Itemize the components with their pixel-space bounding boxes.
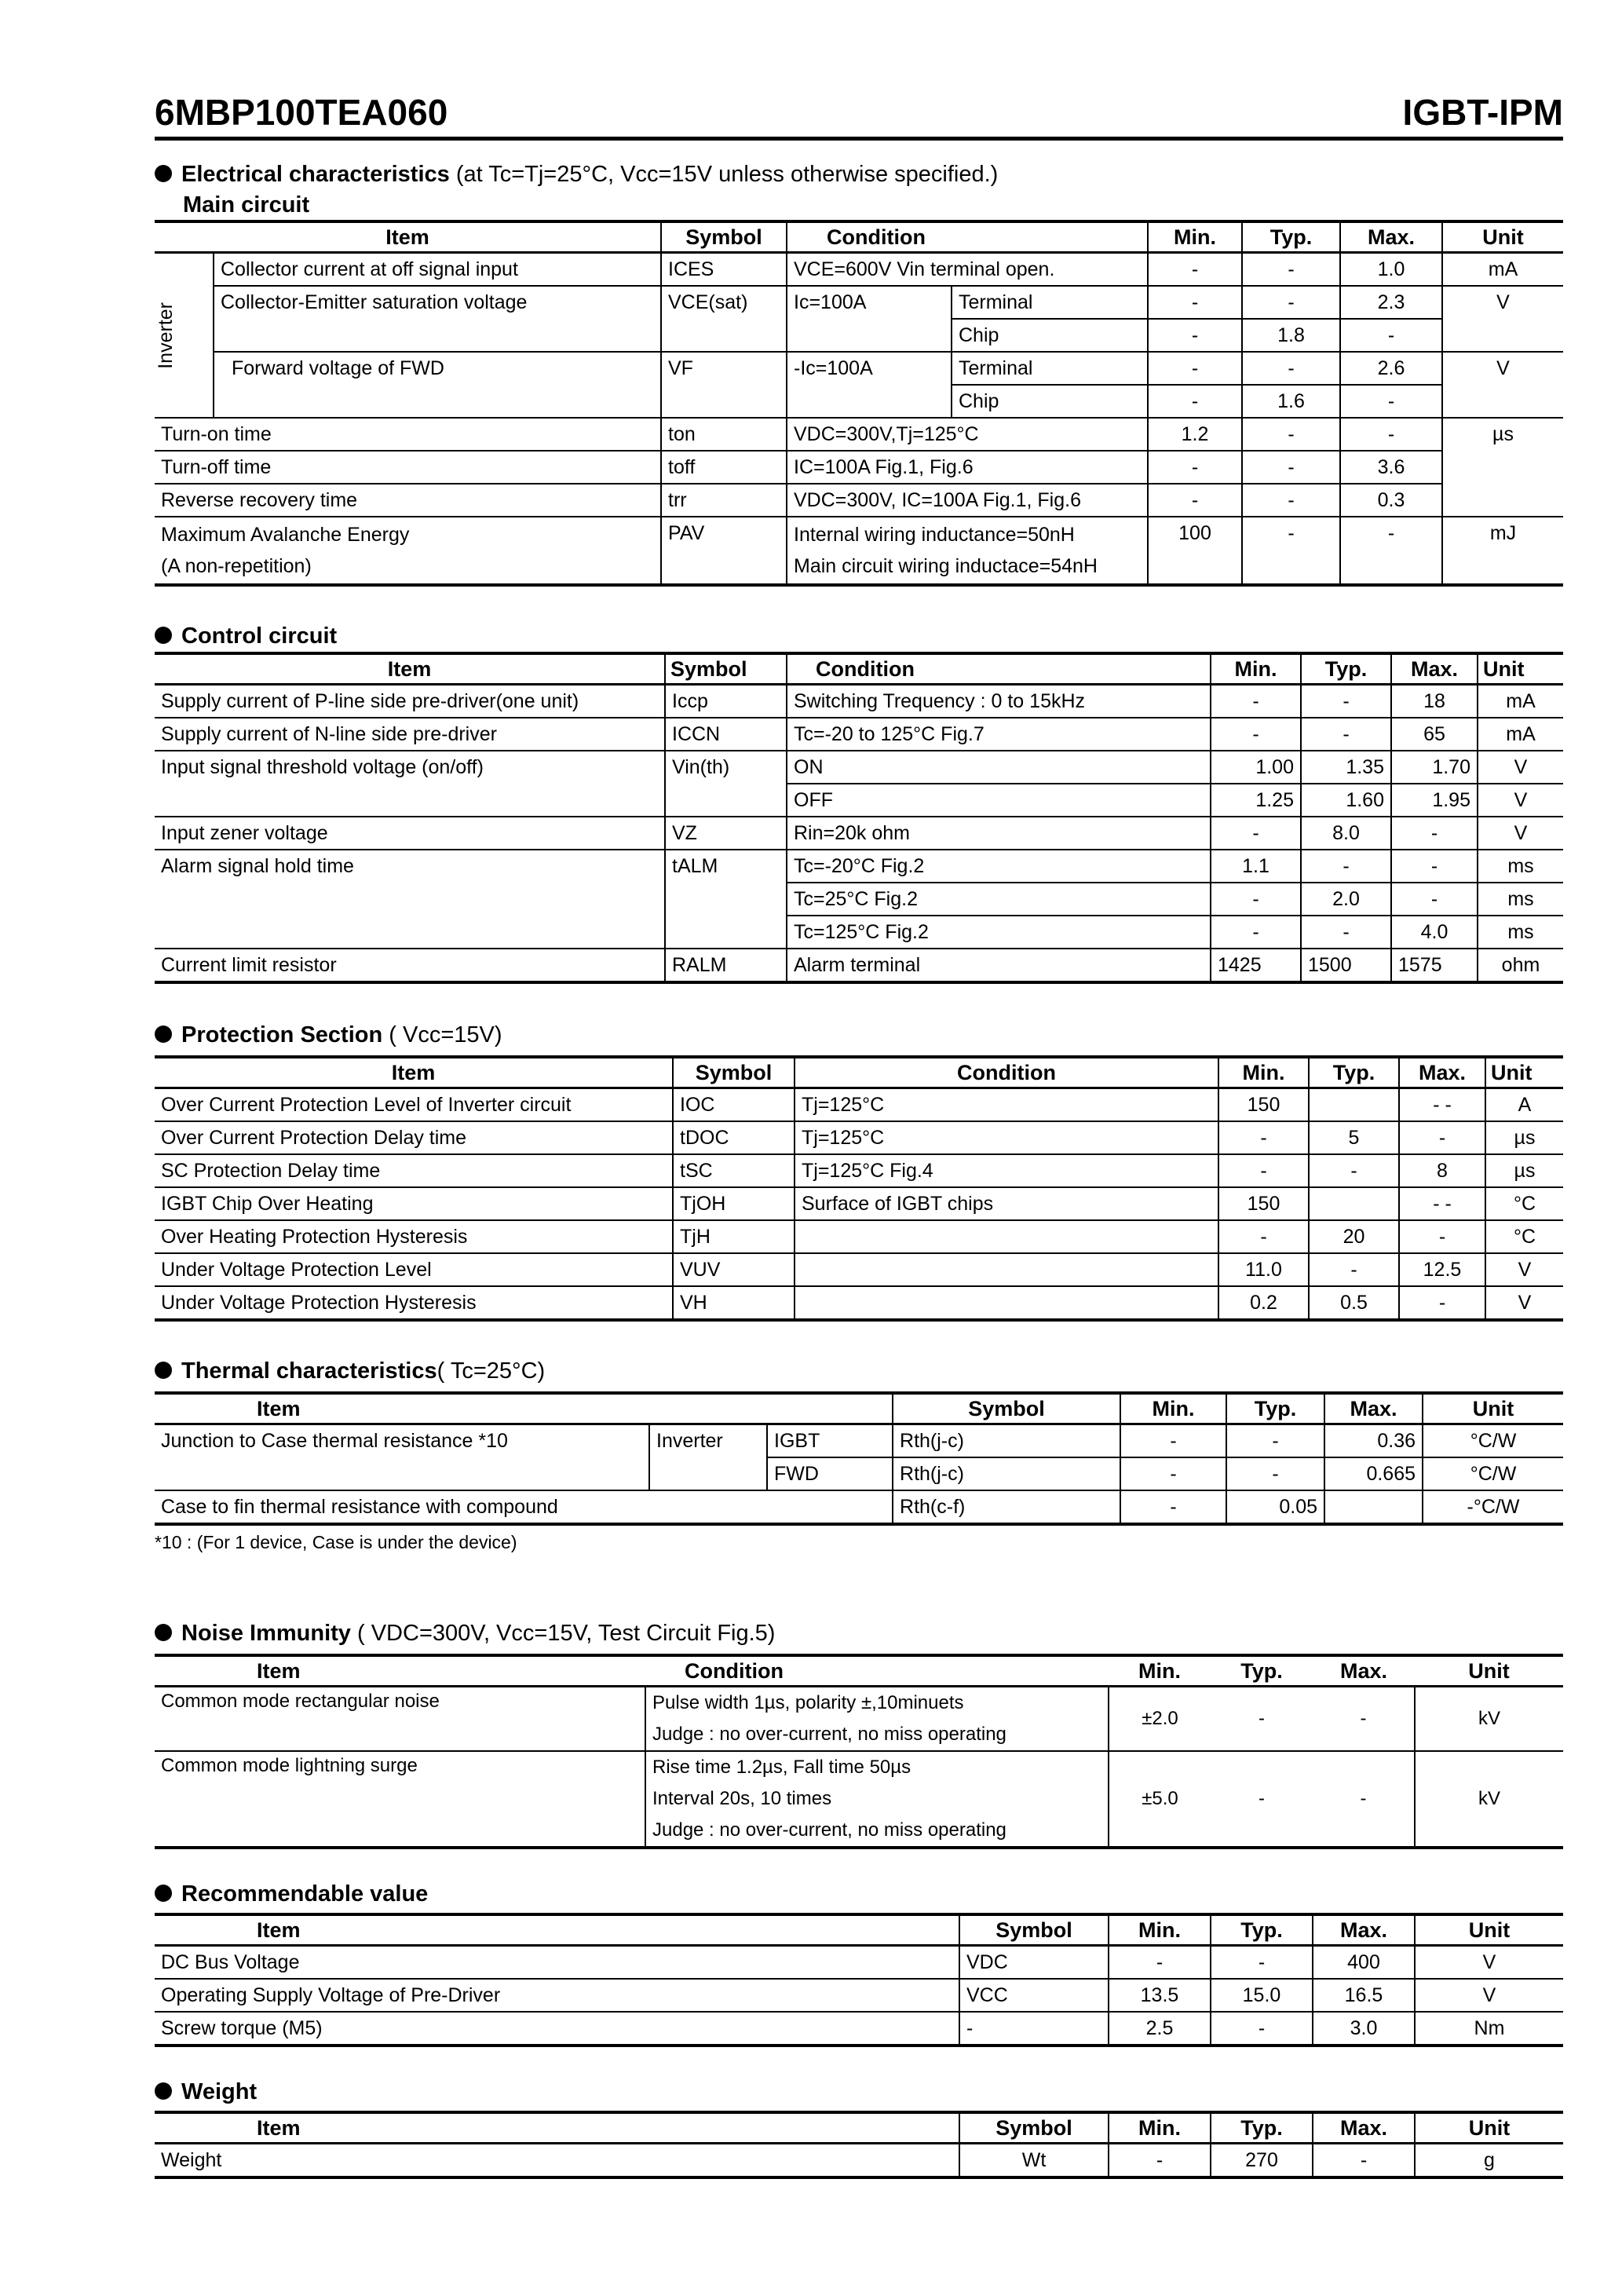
table-header: Item Symbol Condition Min. Typ. Max. Unit [155,1057,1563,1088]
control-table [155,652,1563,984]
bullet-icon [155,627,172,644]
table-row: Collector-Emitter saturation voltage VCE(sat) Ic=100A Terminal - - 2.3 V [155,286,1563,319]
table-row: Forward voltage of FWD VF -Ic=100A Terminal - - 2.6 V [155,352,1563,385]
cell-symbol: VDC [959,1946,1109,1980]
cell-item: SC Protection Delay time [155,1154,673,1187]
table-row: Chip - 1.6 - [155,385,1563,418]
table-row: Input zener voltage VZ Rin=20k ohm - 8.0 - V [155,817,1563,850]
cell-item: Over Current Protection Level of Inverter circuit [155,1088,673,1122]
cell-min: 13.5 [1109,1979,1211,2012]
table-row [155,1154,1563,1187]
table-row [155,2012,1563,2046]
cell-unit: °C [1485,1220,1563,1253]
table-row: Inverter Collector current at off signal input ICES VCE=600V Vin terminal open. - - 1.0 mA [155,253,1563,287]
bullet-icon [155,1624,172,1641]
cell-item: Over Current Protection Delay time [155,1121,673,1154]
section-title: Recommendable value [155,1878,1563,1910]
noise-table [155,1654,1563,1849]
table-header: Item Symbol Min. Typ. Max. Unit [155,1914,1563,1946]
cell-condition [795,1253,1218,1286]
cell-min: - [1109,1946,1211,1980]
cell-min: - [1218,1220,1309,1253]
cell-item: Over Heating Protection Hysteresis [155,1220,673,1253]
table-row: Maximum Avalanche Energy (A non-repetition) PAV Internal wiring inductance=50nH Main circuit wiring inductace=54nH 100 - - mJ [155,517,1563,585]
cell-unit: V [1415,1979,1563,2012]
cell-item: IGBT Chip Over Heating [155,1187,673,1220]
table-header: Item Symbol Min. Typ. Max. Unit [155,1393,1563,1424]
cell-symbol: VUV [673,1253,795,1286]
table-row: Chip - 1.8 - [155,319,1563,352]
cell-symbol: - [959,2012,1109,2046]
cell-unit: µs [1485,1121,1563,1154]
protection-table [155,1055,1563,1322]
cell-symbol: tDOC [673,1121,795,1154]
cell-max: 400 [1313,1946,1415,1980]
section-title: Electrical characteristics (at Tc=Tj=25°C, Vcc=15V unless otherwise specified.) [155,159,1563,190]
protection-section [155,1019,1563,1322]
table-row: Common mode lightning surge Rise time 1.2µs, Fall time 50µs Interval 20s, 10 times Judge : no over-current, no miss operating ±5.0 - - kV [155,1751,1563,1848]
table-row: OFF 1.25 1.60 1.95 V [155,784,1563,817]
table-row: Common mode rectangular noise Pulse width 1µs, polarity ±,10minuets Judge : no over-current, no miss operating ±2.0 - - kV [155,1687,1563,1752]
model-number: 6MBP100TEA060 [155,92,448,133]
cell-typ: 5 [1309,1121,1399,1154]
section-title: Thermal characteristics( Tc=25°C) [155,1355,1563,1387]
cell-condition: Tj=125°C Fig.4 [795,1154,1218,1187]
cell-min: - [1218,1121,1309,1154]
table-header: Item Symbol Condition Min. Typ. Max. Unit [155,653,1563,685]
cell-max: - [1399,1121,1485,1154]
inverter-label: Inverter [155,302,177,369]
table-row: Junction to Case thermal resistance *10 Inverter IGBT Rth(j-c) - - 0.36 °C/W [155,1424,1563,1458]
cell-symbol: TjH [673,1220,795,1253]
cell-typ: - [1309,1253,1399,1286]
cell-typ: 0.5 [1309,1286,1399,1320]
noise-section [155,1618,1563,1849]
thermal-table [155,1391,1563,1526]
table-header: Item Symbol Condition Min. Typ. Max. Unit [155,221,1563,253]
thermal-section [155,1355,1563,1553]
table-row: Supply current of N-line side pre-driver ICCN Tc=-20 to 125°C Fig.7 - - 65 mA [155,718,1563,751]
cell-typ: - [1211,1946,1313,1980]
cell-item: DC Bus Voltage [155,1946,959,1980]
section-title: Control circuit [155,620,1563,652]
thermal-footnote: *10 : (For 1 device, Case is under the device) [155,1532,517,1552]
cell-max: - [1399,1220,1485,1253]
table-row: Case to fin thermal resistance with compound Rth(c-f) - 0.05 -°C/W [155,1490,1563,1524]
weight-table [155,2111,1563,2179]
weight-section [155,2076,1563,2179]
cell-condition: Tj=125°C [795,1088,1218,1122]
main-circuit-label: Main circuit [183,192,310,218]
cell-min: 2.5 [1109,2012,1211,2046]
cell-max: - - [1399,1088,1485,1122]
electrical-section [155,159,1563,587]
cell-condition: Surface of IGBT chips [795,1187,1218,1220]
cell-item: Under Voltage Protection Hysteresis [155,1286,673,1320]
table-row: Turn-off time toff IC=100A Fig.1, Fig.6 - - 3.6 [155,451,1563,484]
section-title: Protection Section ( Vcc=15V) [155,1019,1563,1051]
recommend-rows [155,1946,1563,2046]
table-row: Alarm signal hold time tALM Tc=-20°C Fig.2 1.1 - - ms [155,850,1563,883]
table-row: FWD Rth(j-c) - - 0.665 °C/W [155,1457,1563,1490]
cell-symbol: IOC [673,1088,795,1122]
table-row [155,1946,1563,1980]
cell-item: Under Voltage Protection Level [155,1253,673,1286]
protection-rows [155,1088,1563,1321]
cell-typ: - [1211,2012,1313,2046]
cell-unit: A [1485,1088,1563,1122]
table-row: Tc=25°C Fig.2 - 2.0 - ms [155,883,1563,916]
table-row [155,1088,1563,1122]
bullet-icon [155,1885,172,1902]
cell-unit: Nm [1415,2012,1563,2046]
table-row: Current limit resistor RALM Alarm terminal 1425 1500 1575 ohm [155,949,1563,982]
cell-symbol: TjOH [673,1187,795,1220]
cell-unit: V [1485,1286,1563,1320]
cell-typ: 15.0 [1211,1979,1313,2012]
cell-min: 0.2 [1218,1286,1309,1320]
cell-unit: µs [1485,1154,1563,1187]
cell-min: - [1218,1154,1309,1187]
recommend-table [155,1913,1563,2047]
table-row [155,1253,1563,1286]
table-row [155,1187,1563,1220]
cell-max: - - [1399,1187,1485,1220]
cell-typ: - [1309,1154,1399,1187]
section-title: Noise Immunity ( VDC=300V, Vcc=15V, Test Circuit Fig.5) [155,1618,1563,1649]
device-type: IGBT-IPM [1402,92,1563,133]
control-section [155,620,1563,984]
cell-condition [795,1286,1218,1320]
cell-typ [1309,1187,1399,1220]
table-row: Weight Wt - 270 - g [155,2144,1563,2178]
table-row: Input signal threshold voltage (on/off) Vin(th) ON 1.00 1.35 1.70 V [155,751,1563,784]
bullet-icon [155,1026,172,1043]
cell-item: Screw torque (M5) [155,2012,959,2046]
cell-min: 150 [1218,1187,1309,1220]
cell-min: 11.0 [1218,1253,1309,1286]
main-circuit-table [155,220,1563,587]
cell-min: 150 [1218,1088,1309,1122]
cell-symbol: tSC [673,1154,795,1187]
bullet-icon [155,1362,172,1379]
cell-max: 8 [1399,1154,1485,1187]
cell-condition: Tj=125°C [795,1121,1218,1154]
table-row: Reverse recovery time trr VDC=300V, IC=100A Fig.1, Fig.6 - - 0.3 [155,484,1563,517]
recommend-section [155,1878,1563,2047]
table-header: Item Symbol Min. Typ. Max. Unit [155,2112,1563,2144]
cell-max: 12.5 [1399,1253,1485,1286]
cell-symbol: VCC [959,1979,1109,2012]
table-row [155,1286,1563,1320]
table-row: Turn-on time ton VDC=300V,Tj=125°C 1.2 - - µs [155,418,1563,451]
cell-typ [1309,1088,1399,1122]
cell-unit: V [1485,1253,1563,1286]
cell-item: Operating Supply Voltage of Pre-Driver [155,1979,959,2012]
cell-condition [795,1220,1218,1253]
table-header: Item Condition Min. Typ. Max. Unit [155,1655,1563,1687]
cell-max: - [1399,1286,1485,1320]
cell-max: 16.5 [1313,1979,1415,2012]
table-row [155,1121,1563,1154]
bullet-icon [155,165,172,182]
cell-unit: V [1415,1946,1563,1980]
cell-typ: 20 [1309,1220,1399,1253]
cell-symbol: VH [673,1286,795,1320]
cell-max: 3.0 [1313,2012,1415,2046]
table-row: Supply current of P-line side pre-driver(one unit) Iccp Switching Trequency : 0 to 15kHz - - 18 mA [155,685,1563,718]
table-row [155,1979,1563,2012]
cell-unit: °C [1485,1187,1563,1220]
bullet-icon [155,2082,172,2100]
page-header [155,88,1563,141]
table-row [155,1220,1563,1253]
section-title: Weight [155,2076,1563,2108]
table-row: Tc=125°C Fig.2 - - 4.0 ms [155,916,1563,949]
